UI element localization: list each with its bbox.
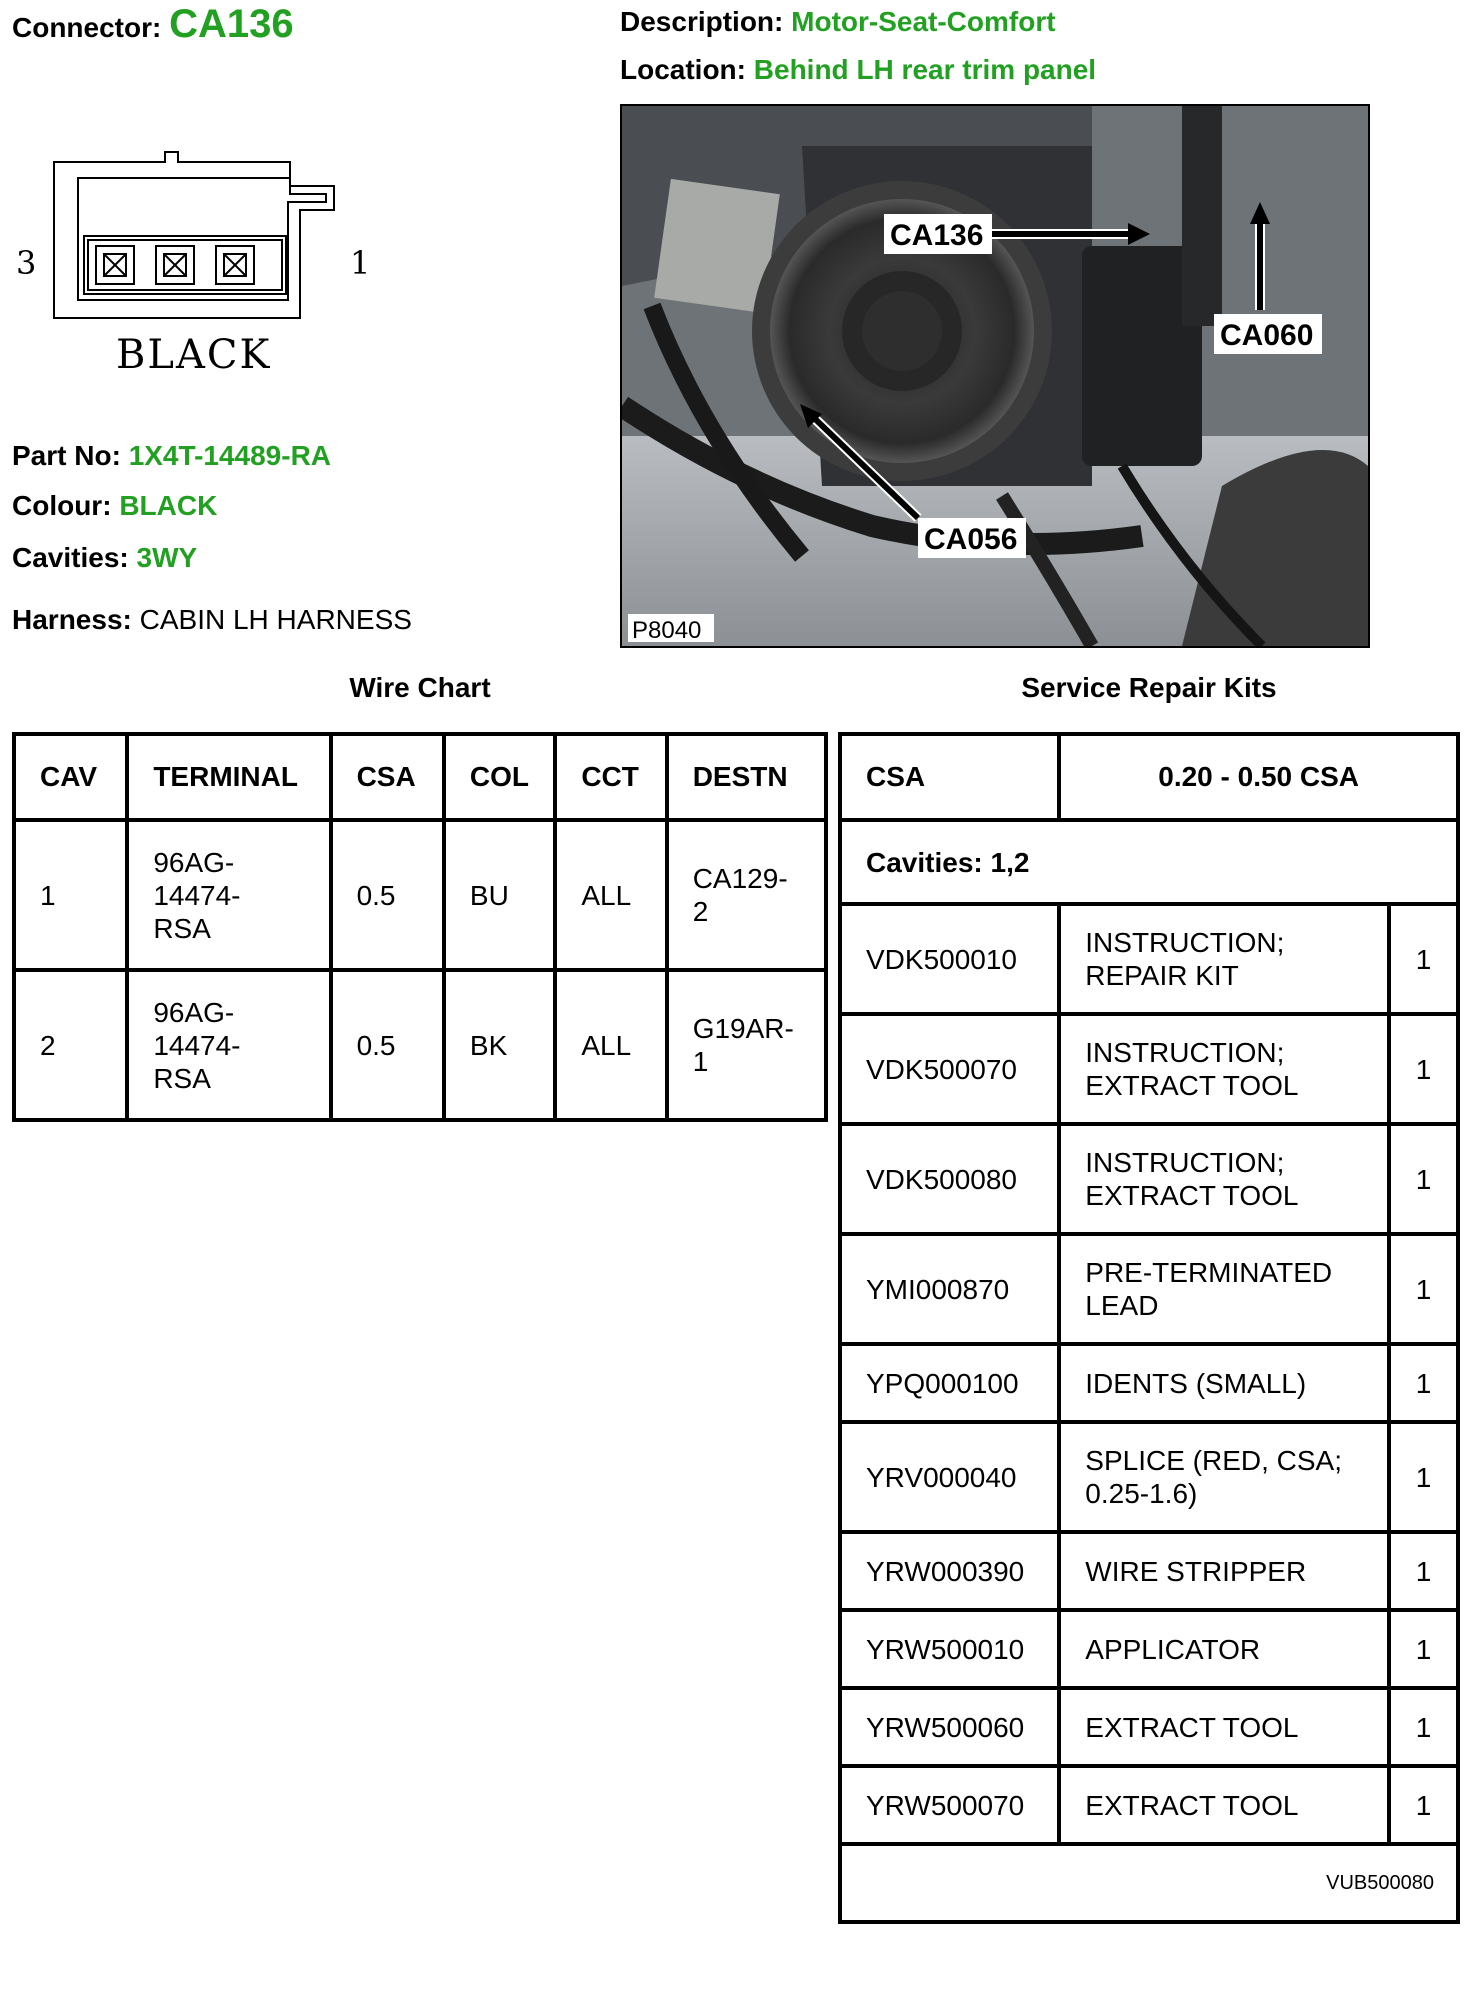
connector-diagram — [10, 140, 390, 400]
kit-quantity: 1 — [1389, 1234, 1458, 1344]
kit-quantity: 1 — [1389, 1344, 1458, 1422]
wire-chart-header-row — [14, 734, 826, 820]
kit-code: YMI000870 — [840, 1234, 1059, 1344]
kit-description: INSTRUCTION; EXTRACT TOOL — [1059, 1014, 1389, 1124]
photo-reference: P8040 — [632, 617, 702, 644]
kits-header-row — [840, 734, 1458, 820]
kit-description: APPLICATOR — [1059, 1610, 1389, 1688]
header-cav: CAV — [14, 734, 127, 820]
col-cell: BK — [444, 970, 555, 1120]
part-number-line — [12, 440, 331, 472]
table-row — [14, 820, 826, 970]
terminal-cell: 96AG- 14474- RSA — [127, 970, 330, 1120]
kit-description: EXTRACT TOOL — [1059, 1688, 1389, 1766]
destn-cell: CA129- 2 — [667, 820, 826, 970]
table-row — [14, 970, 826, 1120]
destn-cell: G19AR- 1 — [667, 970, 826, 1120]
cct-cell: ALL — [555, 970, 666, 1120]
repair-kits-table — [838, 732, 1460, 1924]
location-line — [620, 54, 1096, 86]
location-value: Behind LH rear trim panel — [753, 54, 1097, 85]
header-csa: CSA — [331, 734, 444, 820]
description-value: Motor-Seat-Comfort — [791, 6, 1056, 37]
cct-cell: ALL — [555, 820, 666, 970]
cavities-value: 3WY — [136, 542, 198, 573]
kits-footer-code: VUB500080 — [840, 1844, 1458, 1922]
list-item — [840, 1610, 1458, 1688]
kit-description: INSTRUCTION; REPAIR KIT — [1059, 904, 1389, 1014]
connector-id: CA136 — [169, 2, 294, 46]
csa-cell: 0.5 — [331, 970, 444, 1120]
colour-line — [12, 490, 217, 522]
kits-footer-row — [840, 1844, 1458, 1922]
kit-quantity: 1 — [1389, 1766, 1458, 1844]
kit-quantity: 1 — [1389, 1688, 1458, 1766]
callout-ca056: CA056 — [924, 523, 1018, 556]
list-item — [840, 1234, 1458, 1344]
kit-code: YRV000040 — [840, 1422, 1059, 1532]
kit-quantity: 1 — [1389, 1610, 1458, 1688]
location-label: Location: — [620, 54, 746, 85]
kit-description: INSTRUCTION; EXTRACT TOOL — [1059, 1124, 1389, 1234]
kit-code: VDK500080 — [840, 1124, 1059, 1234]
part-label: Part No: — [12, 440, 121, 471]
location-photo-image — [622, 106, 1368, 646]
callout-ca060: CA060 — [1220, 319, 1314, 352]
kit-description: WIRE STRIPPER — [1059, 1532, 1389, 1610]
location-photo — [620, 104, 1370, 648]
kit-quantity: 1 — [1389, 1014, 1458, 1124]
list-item — [840, 1344, 1458, 1422]
list-item — [840, 1014, 1458, 1124]
part-value: 1X4T-14489-RA — [128, 440, 332, 471]
cavities-line — [12, 542, 197, 574]
connector-heading — [12, 2, 294, 47]
csa-cell: 0.5 — [331, 820, 444, 970]
kit-code: YRW500060 — [840, 1688, 1059, 1766]
connector-label: Connector: — [12, 12, 162, 43]
kit-description: EXTRACT TOOL — [1059, 1766, 1389, 1844]
harness-label: Harness: — [12, 604, 132, 635]
kits-csa-value: 0.20 - 0.50 CSA — [1059, 734, 1458, 820]
kits-cavities: Cavities: 1,2 — [840, 820, 1458, 904]
cavities-label: Cavities: — [12, 542, 129, 573]
col-cell: BU — [444, 820, 555, 970]
pin-label-1: 1 — [350, 244, 371, 282]
callout-ca136: CA136 — [890, 219, 984, 252]
repair-kits-title: Service Repair Kits — [1021, 672, 1277, 703]
cavity-2 — [156, 246, 194, 284]
wire-chart-title: Wire Chart — [349, 672, 491, 703]
description-label: Description: — [620, 6, 784, 37]
cavity-1 — [216, 246, 254, 284]
kit-code: YPQ000100 — [840, 1344, 1059, 1422]
colour-value: BLACK — [119, 490, 218, 521]
kit-description: SPLICE (RED, CSA; 0.25-1.6) — [1059, 1422, 1389, 1532]
pin-label-3: 3 — [16, 244, 37, 282]
kits-csa-label: CSA — [840, 734, 1059, 820]
header-destn: DESTN — [667, 734, 826, 820]
kit-description: IDENTS (SMALL) — [1059, 1344, 1389, 1422]
kit-code: VDK500010 — [840, 904, 1059, 1014]
header-col: COL — [444, 734, 555, 820]
list-item — [840, 1688, 1458, 1766]
kit-code: YRW500070 — [840, 1766, 1059, 1844]
cav-cell: 1 — [14, 820, 127, 970]
list-item — [840, 1766, 1458, 1844]
kits-cavities-row — [840, 820, 1458, 904]
list-item — [840, 1532, 1458, 1610]
description-line — [620, 6, 1056, 38]
cavity-3 — [96, 246, 134, 284]
kit-quantity: 1 — [1389, 904, 1458, 1014]
kit-quantity: 1 — [1389, 1532, 1458, 1610]
kit-description: PRE-TERMINATED LEAD — [1059, 1234, 1389, 1344]
terminal-cell: 96AG- 14474- RSA — [127, 820, 330, 970]
cav-cell: 2 — [14, 970, 127, 1120]
harness-line — [12, 604, 412, 636]
kit-code: VDK500070 — [840, 1014, 1059, 1124]
kit-code: YRW000390 — [840, 1532, 1059, 1610]
list-item — [840, 1124, 1458, 1234]
list-item — [840, 904, 1458, 1014]
kit-quantity: 1 — [1389, 1422, 1458, 1532]
list-item — [840, 1422, 1458, 1532]
wire-chart-table — [12, 732, 828, 1122]
kit-code: YRW500010 — [840, 1610, 1059, 1688]
diagram-colour-label: BLACK — [116, 332, 272, 378]
header-cct: CCT — [555, 734, 666, 820]
colour-label: Colour: — [12, 490, 112, 521]
kit-quantity: 1 — [1389, 1124, 1458, 1234]
harness-value: CABIN LH HARNESS — [139, 604, 412, 635]
header-terminal: TERMINAL — [127, 734, 330, 820]
